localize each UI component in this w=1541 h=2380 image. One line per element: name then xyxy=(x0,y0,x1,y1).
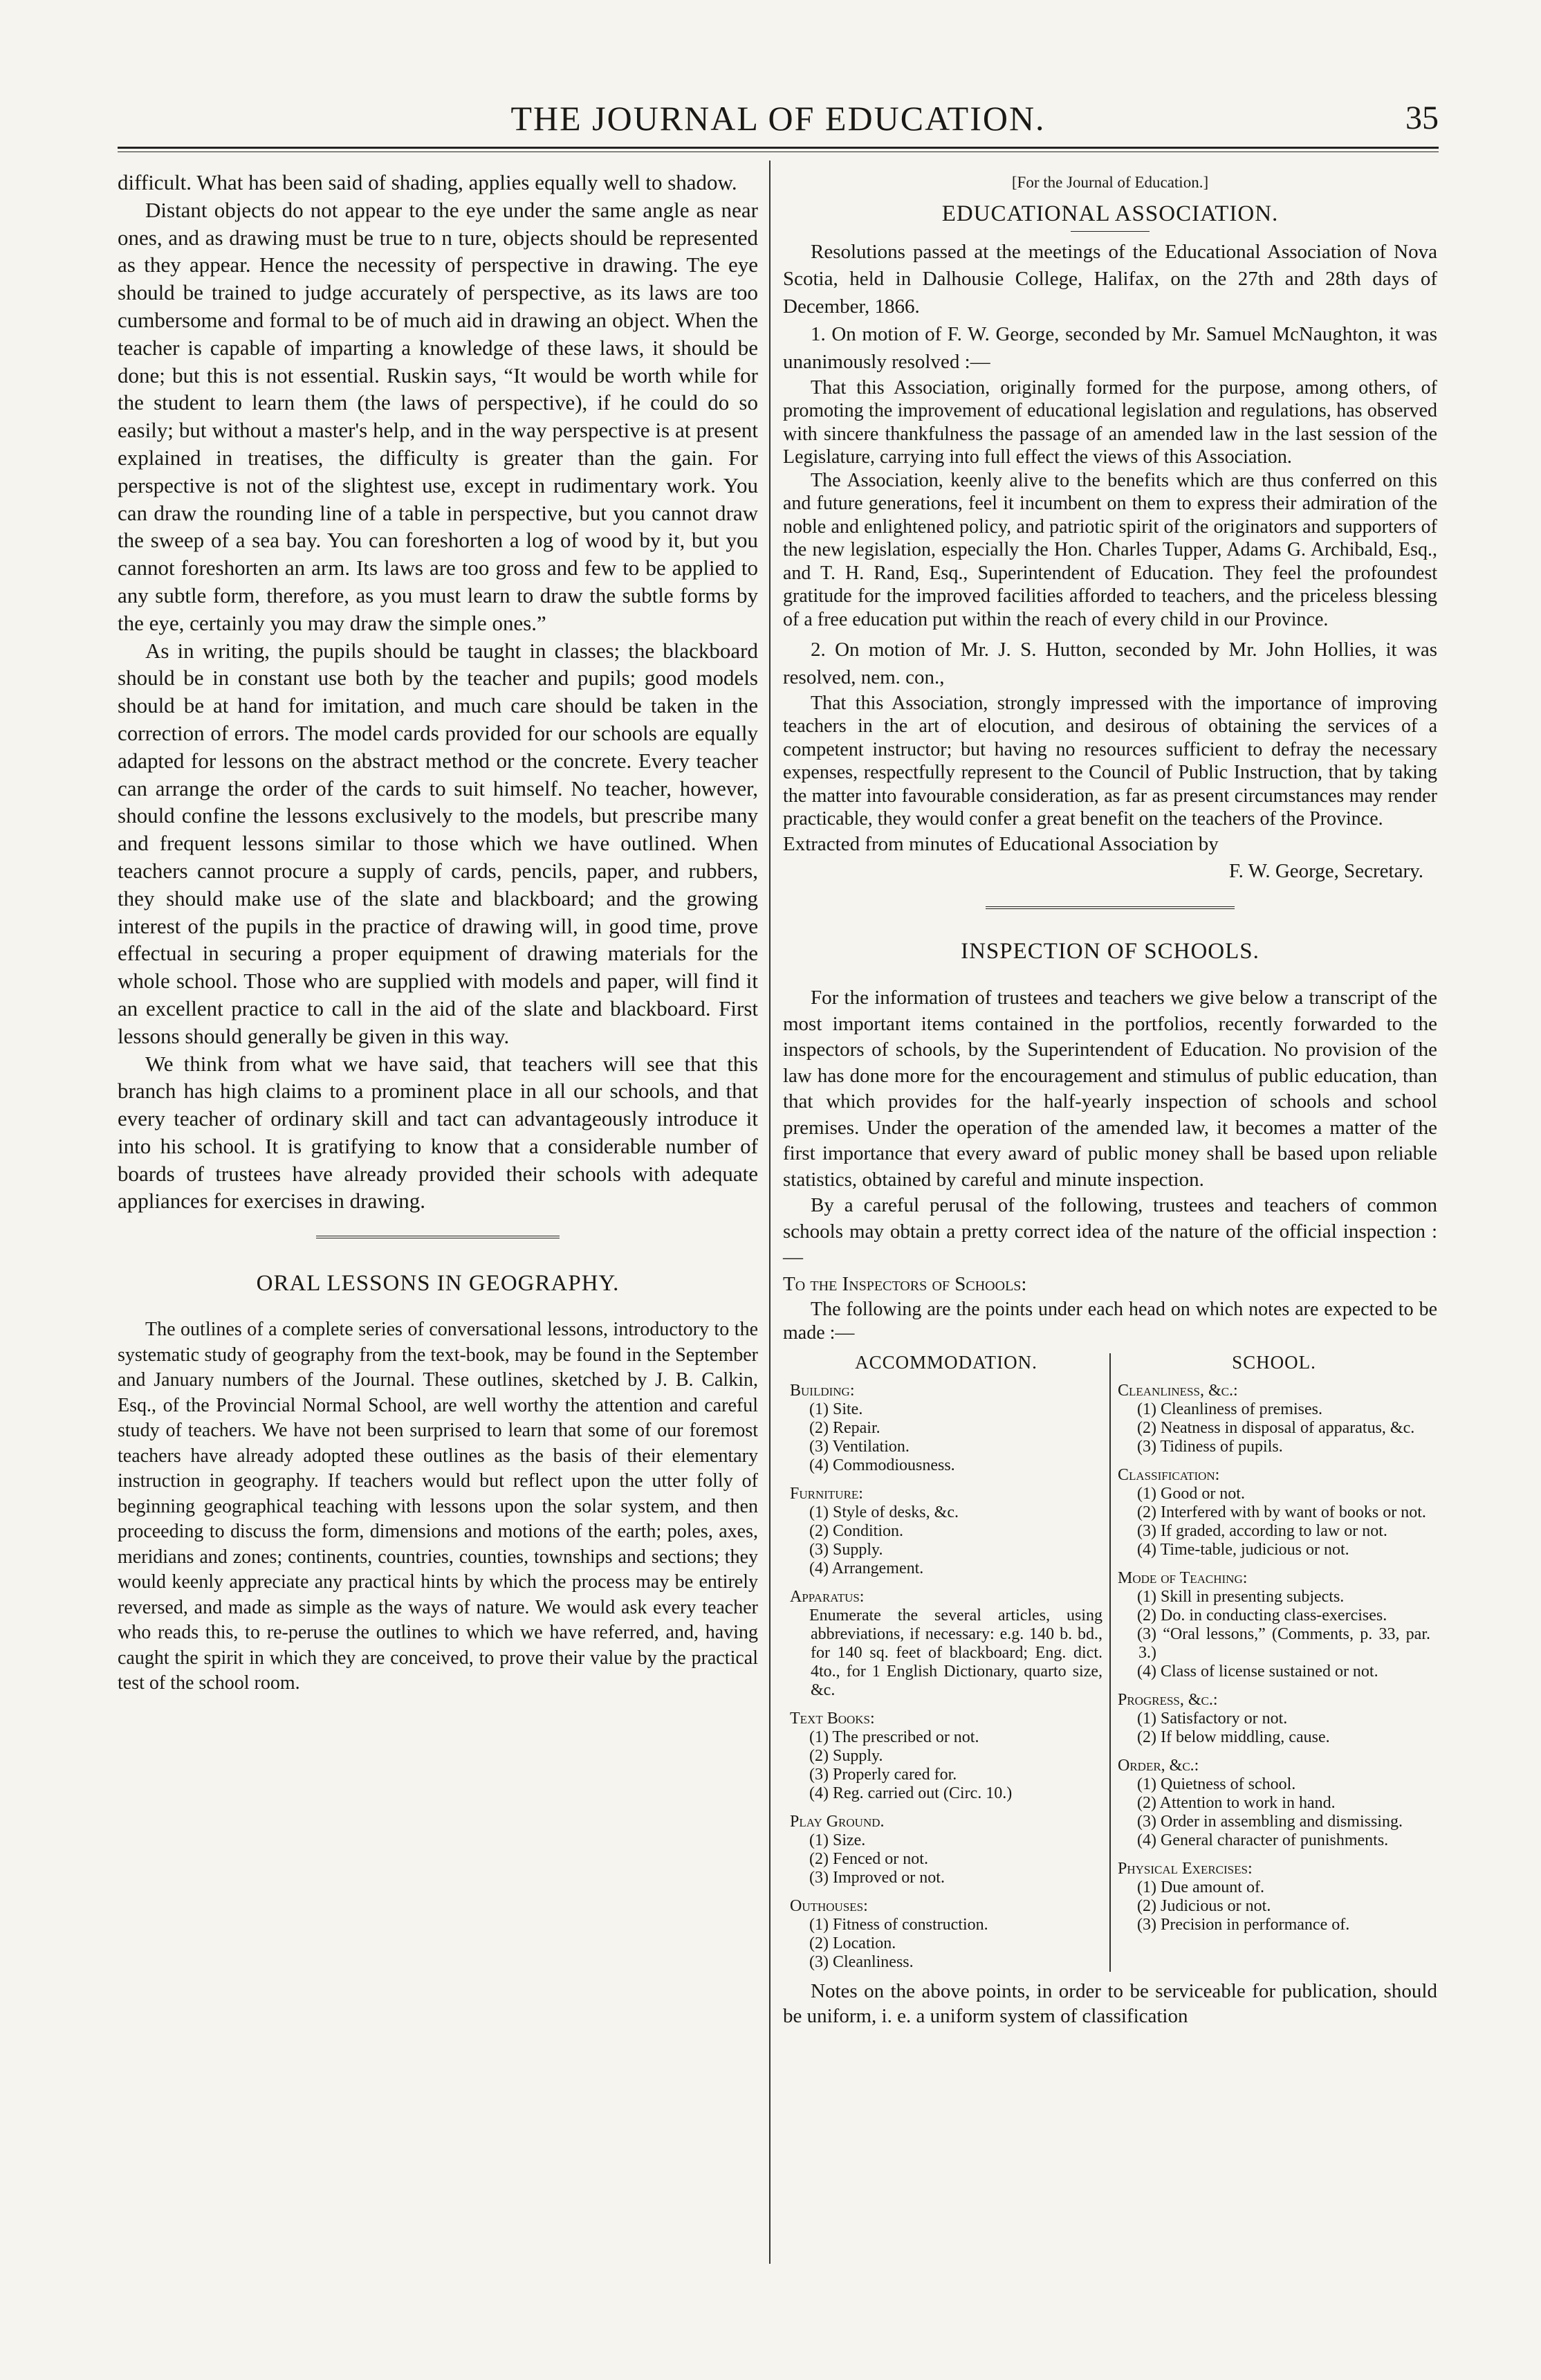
table-group-title: Mode of Teaching: xyxy=(1118,1569,1248,1588)
table-item: (2) Neatness in disposal of apparatus, &c. xyxy=(1137,1419,1415,1438)
journal-title: THE JOURNAL OF EDUCATION. xyxy=(510,99,1046,138)
table-group xyxy=(1118,1860,1430,1934)
table-item: (3) Precision in performance of. xyxy=(1137,1916,1350,1934)
table-item: (1) Style of desks, &c. xyxy=(809,1503,959,1522)
header-rule xyxy=(118,147,1439,149)
table-item: (1) Satisfactory or not. xyxy=(1137,1710,1288,1728)
left-column xyxy=(118,169,758,1696)
table-item: (2) Supply. xyxy=(809,1747,883,1766)
running-head xyxy=(118,97,1439,145)
section-separator xyxy=(316,1236,560,1243)
inspection-table xyxy=(783,1353,1437,1972)
table-item: (3) Properly cared for. xyxy=(809,1766,957,1784)
table-item: (3) Cleanliness. xyxy=(809,1953,914,1972)
inspection-heading: INSPECTION OF SCHOOLS. xyxy=(961,939,1259,964)
inspection-paragraph: By a careful perusal of the following, trustees and teachers of common schools may obtain a pretty correct idea of the nature of the official inspection :— xyxy=(783,1194,1437,1269)
table-item: (2) Do. in conducting class-exercises. xyxy=(1137,1606,1387,1625)
table-item: (2) Condition. xyxy=(809,1522,903,1541)
table-group xyxy=(790,1897,1102,1972)
extract-line: Extracted from minutes of Educational Association by xyxy=(783,832,1219,855)
table-item: (1) Skill in presenting subjects. xyxy=(1137,1588,1345,1606)
table-group-title: Order, &c.: xyxy=(1118,1757,1199,1775)
motion-two: 2. On motion of Mr. J. S. Hutton, seconded by Mr. John Hollies, it was resolved, nem. con., xyxy=(783,639,1437,688)
table-group-title: Play Ground. xyxy=(790,1813,885,1831)
table-group-title: Cleanliness, &c.: xyxy=(1118,1382,1238,1400)
table-group-title: Physical Exercises: xyxy=(1118,1860,1253,1878)
table-item: (3) Supply. xyxy=(809,1541,883,1559)
table-item: (1) The prescribed or not. xyxy=(809,1728,979,1747)
table-item: (4) General character of punishments. xyxy=(1137,1831,1389,1850)
table-item: (1) Good or not. xyxy=(1137,1485,1245,1503)
right-column xyxy=(783,169,1437,2029)
table-group xyxy=(1118,1691,1430,1747)
closing-paragraph: Notes on the above points, in order to be serviceable for publication, should be uniform, i. e. a uniform system of classification xyxy=(783,1980,1437,2028)
motion-one: 1. On motion of F. W. George, seconded by Mr. Samuel McNaughton, it was unanimously resolved :— xyxy=(783,322,1437,373)
table-group xyxy=(790,1588,1102,1700)
table-item: (4) Class of license sustained or not. xyxy=(1137,1663,1378,1681)
association-heading: EDUCATIONAL ASSOCIATION. xyxy=(941,201,1279,226)
article-paragraph: Distant objects do not appear to the eye under the same angle as near ones, and as drawing must be true to n ture, objects should be represented as they appear. Hence the necessity of perspective in drawing. The eye should be trained to judge accurately of perspective, as its laws are too cumbersome and formal to be of much aid in drawing an object. When the teacher is capable of imparting a knowledge of these laws, it should be done; but this is not essential. Ruskin says, “It would be worth while for the student to learn them (the laws of perspective), if he could do so easily; but without a master's help, and in the way perspective is at present explained in treatises, the difficulty is greater than the gain. For perspective is not of the slightest use, except in rudimentary work. You can draw the rounding line of a table in perspective, but you cannot draw the sweep of a sea bay. You can foreshorten a log of wood by it, but you cannot foreshorten an arm. Its laws are too gross and few to be applied to any subtle form, therefore, as you must learn to draw the subtle forms by the eye, certainly you may draw the simple ones.” xyxy=(118,197,758,635)
table-item: (3) “Oral lessons,” (Comments, p. 33, par. 3.) xyxy=(1137,1625,1430,1663)
table-item: (2) Interfered with by want of books or not. xyxy=(1137,1503,1426,1522)
resolution-one-a: That this Association, originally formed for the purpose, among others, of promoting the improvement of educational legislation and regulations, has observed with sincere thankfulness the passage of an amended law in the last session of the Legislature, carrying into full effect the views of this Association. xyxy=(783,376,1437,468)
table-item: (3) Tidiness of pupils. xyxy=(1137,1438,1283,1456)
table-item: (2) Repair. xyxy=(809,1419,880,1438)
article-paragraph: We think from what we have said, that teachers will see that this branch has high claims to a prominent place in all our schools, and that every teacher of ordinary skill and tact can advantageously introduce it into his school. It is gratifying to know that a considerable number of boards of trustees have already provided their schools with adequate appliances for exercises in drawing. xyxy=(118,1051,758,1214)
table-item: Enumerate the several articles, using abbreviations, if necessary: e.g. 140 b. bd., for 140 sq. feet of blackboard; Eng. dict. 4to., for 1 English Dictionary, quarto size, &c. xyxy=(809,1606,1102,1700)
resolution-two: That this Association, strongly impressed with the importance of improving teachers in the art of elocution, and desirous of obtaining the services of a competent instructor; but having no resources sufficient to defray the necessary expenses, respectfully represent to the Council of Public Instruction, that by taking the matter into favourable consideration, as far as present circumstances may render practicable, they would confer a great benefit on the teachers of the Province. xyxy=(783,692,1437,830)
table-group xyxy=(790,1485,1102,1578)
following-line: The following are the points under each head on which notes are expected to be made :— xyxy=(783,1299,1437,1344)
table-group xyxy=(1118,1382,1430,1456)
table-item: (2) Fenced or not. xyxy=(809,1850,928,1869)
school-heading: SCHOOL. xyxy=(1232,1352,1316,1373)
inspection-paragraph: For the information of trustees and teachers we give below a transcript of the most important items contained in the portfolios, recently forwarded to the inspectors of schools, by the Superintendent of Education. No provision of the law has done more for the encouragement and stimulus of public education, than that which provides for the half-yearly inspection of schools and school premises. Under the operation of the amended law, it becomes a matter of the first importance that every award of public money shall be based upon reliable statistics, obtained by careful and minute inspection. xyxy=(783,987,1437,1191)
geography-paragraph: The outlines of a complete series of conversational lessons, introductory to the systematic study of geography from the text-book, may be found in the September and January numbers of the Journal. These outlines, sketched by J. B. Calkin, Esq., of the Provincial Normal School, are well worthy the attention and careful study of teachers. We have not been surprised to learn that some of our foremost teachers have already adopted these outlines as the basis of their elementary instruction in geography. If teachers would but reflect upon the utter folly of beginning geographical teaching with lessons upon the solar system, and then proceeding to discuss the form, dimensions and motions of the earth; poles, axes, meridians and zones; continents, countries, counties, townships and sections; they would keenly appreciate any practical hints by which the process may be entirely reversed, and made as simple as the ways of nature. We would ask every teacher who reads this, to re-peruse the outlines to which we have referred, and, having caught the spirit in which they are conceived, to prove their value by the practical test of the school room. xyxy=(118,1319,758,1694)
secretary-signature: F. W. George, Secretary. xyxy=(1228,860,1423,883)
table-group-title: Furniture: xyxy=(790,1485,863,1503)
table-item: (1) Site. xyxy=(809,1400,863,1419)
table-group xyxy=(1118,1466,1430,1559)
heading-rule xyxy=(1071,231,1150,232)
table-item: (1) Cleanliness of premises. xyxy=(1137,1400,1322,1419)
table-group-title: Classification: xyxy=(1118,1466,1220,1485)
school-column xyxy=(1111,1353,1437,1972)
table-group-title: Progress, &c.: xyxy=(1118,1691,1218,1710)
table-item: (2) Location. xyxy=(809,1934,896,1953)
to-inspectors-line: To the Inspectors of Schools: xyxy=(783,1272,1027,1295)
source-note: [For the Journal of Education.] xyxy=(1011,174,1209,191)
table-item: (4) Time-table, judicious or not. xyxy=(1137,1541,1349,1559)
table-group-title: Text Books: xyxy=(790,1710,875,1728)
article-paragraph: difficult. What has been said of shading, applies equally well to shadow. xyxy=(118,170,737,194)
table-item: (3) Improved or not. xyxy=(809,1869,945,1887)
table-item: (1) Due amount of. xyxy=(1137,1878,1264,1897)
table-item: (1) Fitness of construction. xyxy=(809,1916,988,1934)
geography-heading: ORAL LESSONS IN GEOGRAPHY. xyxy=(256,1271,620,1297)
table-group xyxy=(790,1813,1102,1887)
accommodation-heading: ACCOMMODATION. xyxy=(855,1352,1037,1373)
association-intro: Resolutions passed at the meetings of the Educational Association of Nova Scotia, held in Dalhousie College, Halifax, on the 27th and 28th days of December, 1866. xyxy=(783,240,1437,318)
table-item: (4) Reg. carried out (Circ. 10.) xyxy=(809,1784,1013,1803)
resolution-one-b: The Association, keenly alive to the benefits which are thus conferred on this and future generations, feel it incumbent on them to express their admiration of the noble and enlightened policy, and patriotic spirit of the originators and supporters of the new legislation, especially the Hon. Charles Tupper, Adams G. Archibald, Esq., and T. H. Rand, Esq., Superintendent of Education. They feel the profoundest gratitude for the improved facilities afforded to teachers, and the priceless blessing of a free education put within the reach of every child in our Province. xyxy=(783,469,1437,630)
table-group-title: Outhouses: xyxy=(790,1897,868,1916)
table-group xyxy=(790,1382,1102,1475)
column-divider xyxy=(769,161,770,2264)
table-item: (3) Ventilation. xyxy=(809,1438,910,1456)
table-group-title: Apparatus: xyxy=(790,1588,865,1606)
section-separator xyxy=(986,906,1234,913)
table-item: (4) Commodiousness. xyxy=(809,1456,955,1475)
table-group xyxy=(1118,1757,1430,1850)
page-number: 35 xyxy=(1405,100,1439,136)
table-item: (2) Judicious or not. xyxy=(1137,1897,1271,1916)
table-item: (1) Size. xyxy=(809,1831,866,1850)
table-item: (3) Order in assembling and dismissing. xyxy=(1137,1813,1403,1831)
table-group xyxy=(1118,1569,1430,1681)
table-item: (1) Quietness of school. xyxy=(1137,1775,1296,1794)
article-paragraph: As in writing, the pupils should be taught in classes; the blackboard should be in constant use both by the teacher and pupils; good models should be at hand for imitation, and much care should be taken in the correction of errors. The model cards provided for our schools are equally adapted for lessons on the abstract method or the concrete. Every teacher can arrange the order of the cards to suit himself. No teacher, however, should confine the lessons exclusively to the models, but prescribe many and frequent lessons similar to those which we have outlined. When teachers cannot procure a supply of cards, pencils, paper, and rubbers, they should make use of the slate and blackboard; and the growing interest of the pupils in the practice of drawing will, in good time, prove effectual in securing a proper equipment of drawing materials for the whole school. Those who are supplied with models and paper, will find it an excellent practice to call in the aid of the slate and blackboard. First lessons should generally be given in this way. xyxy=(118,638,758,1048)
table-item: (3) If graded, according to law or not. xyxy=(1137,1522,1387,1541)
table-item: (4) Arrangement. xyxy=(809,1559,924,1578)
table-item: (2) If below middling, cause. xyxy=(1137,1728,1330,1747)
table-group xyxy=(790,1710,1102,1803)
table-item: (2) Attention to work in hand. xyxy=(1137,1794,1336,1813)
accommodation-column xyxy=(783,1353,1111,1972)
table-group-title: Building: xyxy=(790,1382,855,1400)
